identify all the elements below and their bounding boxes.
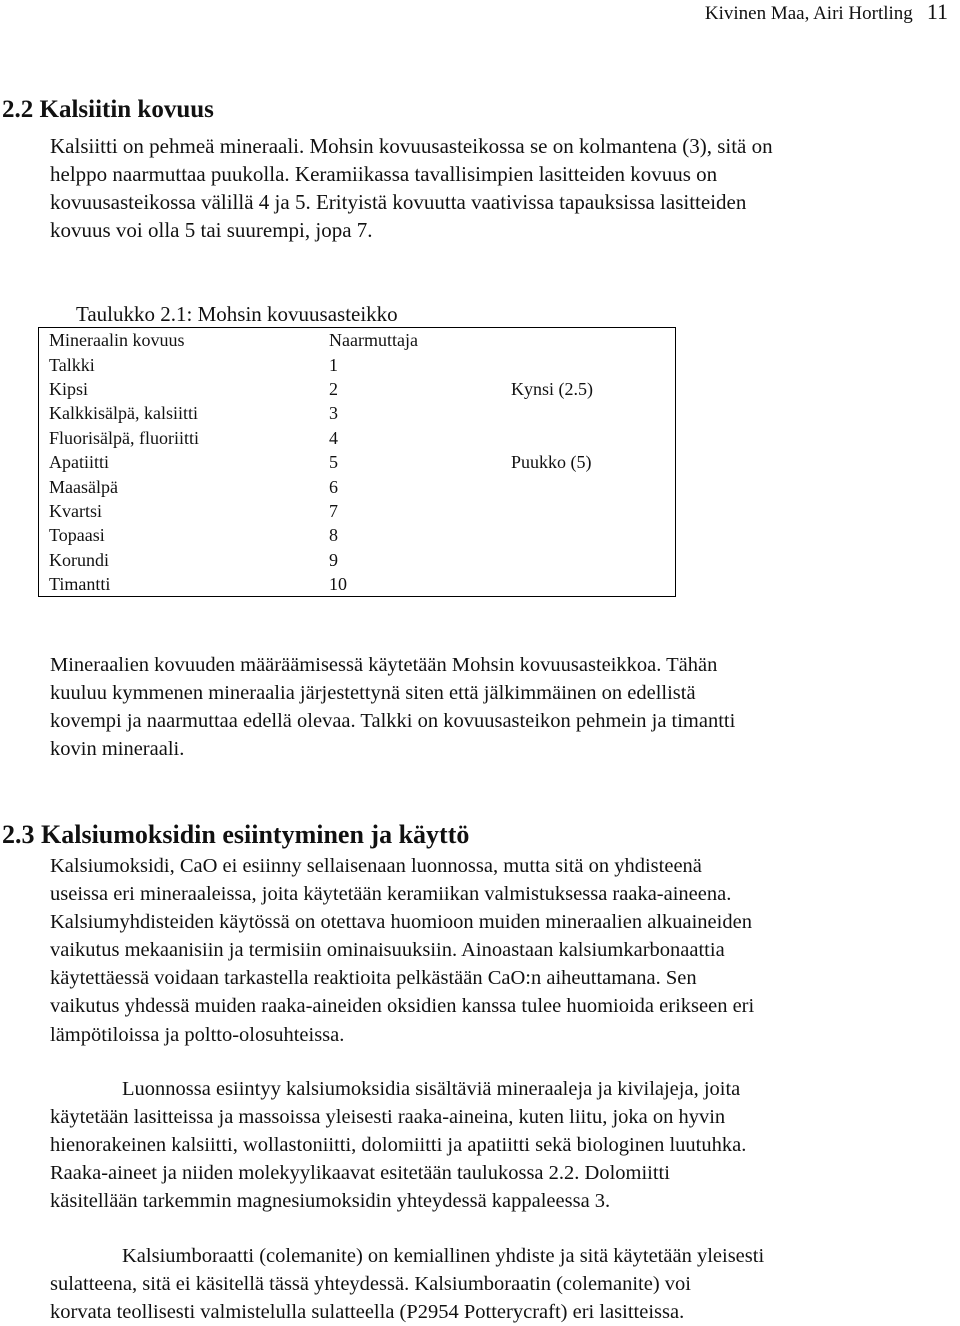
table-row bbox=[39, 450, 676, 474]
scratcher-cell bbox=[501, 401, 676, 425]
text-line: käsitellään tarkemmin magnesiumoksidin yhteydessä kappaleessa 3. bbox=[50, 1190, 611, 1212]
mineral-cell: Apatiitti bbox=[49, 452, 109, 473]
text-line: kovuus voi olla 5 tai suurempi, jopa 7. bbox=[50, 218, 373, 242]
header-cell: Mineraalin kovuus bbox=[49, 330, 185, 351]
scratcher-cell: Puukko (5) bbox=[511, 452, 592, 473]
mineral-cell: Maasälpä bbox=[49, 476, 118, 497]
mineral-cell: Fluorisälpä, fluoriitti bbox=[49, 427, 199, 448]
page-header bbox=[705, 0, 948, 24]
text-line: Mineraalien kovuuden määräämisessä käytetään Mohsin kovuusasteikkoa. Tähän bbox=[50, 654, 718, 676]
text-line: Kalsiumoksidi, CaO ei esiinny sellaisenaan luonnossa, mutta sitä on yhdisteenä bbox=[50, 855, 702, 877]
text-line: Kalsiumyhdisteiden käytössä on otettava huomioon muiden mineraalien alkuaineiden bbox=[50, 911, 752, 934]
table-row bbox=[39, 426, 676, 450]
hardness-cell: 3 bbox=[329, 403, 338, 424]
paragraph-kalsiitin-kovuus bbox=[50, 132, 910, 244]
table-row bbox=[39, 548, 676, 572]
text-line: kovempi ja naarmuttaa edellä olevaa. Talkki on kovuusasteikon pehmein ja timantti bbox=[50, 710, 736, 732]
hardness-cell: 1 bbox=[329, 354, 338, 375]
hardness-cell: 4 bbox=[329, 427, 338, 448]
text-line: helppo naarmuttaa puukolla. Keramiikassa tavallisimpien lasitteiden kovuus on bbox=[50, 162, 718, 186]
section-heading-2-2: 2.2 Kalsiitin kovuus bbox=[2, 96, 214, 123]
mineral-cell: Korundi bbox=[49, 549, 109, 570]
table-row bbox=[39, 499, 676, 523]
table-row bbox=[39, 572, 676, 597]
table-row bbox=[39, 377, 676, 401]
mineral-cell: Kalkkisälpä, kalsiitti bbox=[49, 403, 198, 424]
header-authors: Kivinen Maa, Airi Hortling bbox=[704, 3, 913, 24]
text-line: kovuusasteikossa välillä 4 ja 5. Erityistä kovuutta vaativissa tapauksissa lasitteiden bbox=[50, 190, 747, 214]
mineral-cell: Topaasi bbox=[49, 525, 105, 546]
paragraph-kalsiumoksidi bbox=[50, 852, 910, 1049]
paragraph-mohs-explanation bbox=[50, 651, 910, 763]
mineral-cell: Kipsi bbox=[49, 378, 89, 399]
table-header-row bbox=[39, 328, 676, 353]
text-line: hienorakeinen kalsiitti, wollastoniitti, dolomiitti ja apatiitti sekä biologinen luutuhka. bbox=[50, 1134, 747, 1156]
mineral-cell: Talkki bbox=[49, 354, 95, 375]
table-row bbox=[39, 474, 676, 498]
header-cell: Naarmuttaja bbox=[329, 330, 418, 351]
mineral-cell: Kvartsi bbox=[49, 500, 102, 521]
text-line: korvata teollisesti valmistelulla sulatteella (P2954 Potterycraft) eri lasitteissa. bbox=[50, 1301, 685, 1323]
text-line-content: Luonnossa esiintyy kalsiumoksidia sisältäviä mineraaleja ja kivilajeja, joita bbox=[122, 1078, 741, 1100]
scratcher-cell bbox=[501, 474, 676, 498]
text-line-content: Kalsiumboraatti (colemanite) on kemiallinen yhdiste ja sitä käytetään yleisesti bbox=[122, 1245, 765, 1267]
hardness-cell: 10 bbox=[329, 574, 347, 595]
text-line: Kalsiitti on pehmeä mineraali. Mohsin kovuusasteikossa se on kolmantena (3), sitä on bbox=[50, 134, 773, 158]
mohs-hardness-table bbox=[38, 327, 676, 597]
scratcher-cell bbox=[501, 523, 676, 547]
table-row bbox=[39, 352, 676, 376]
hardness-cell: 6 bbox=[329, 476, 338, 497]
mineral-cell: Timantti bbox=[49, 574, 111, 595]
text-line: käytettäessä voidaan tarkastella reaktioita pelkästään CaO:n aiheuttamana. Sen bbox=[50, 967, 697, 990]
text-line: käytetään lasitteissa ja massoissa yleisesti raaka-aineina, kuten liitu, joka on hyvin bbox=[50, 1106, 726, 1128]
section-heading-2-3: 2.3 Kalsiumoksidin esiintyminen ja käyttö bbox=[2, 820, 470, 849]
hardness-cell: 8 bbox=[329, 525, 338, 546]
hardness-cell: 5 bbox=[329, 452, 338, 473]
hardness-cell: 9 bbox=[329, 549, 338, 570]
scratcher-cell bbox=[501, 572, 676, 597]
paragraph-kalsiumboraatti bbox=[50, 1242, 910, 1326]
text-line: kuuluu kymmenen mineraalia järjestettynä siten että jälkimmäinen on edellistä bbox=[50, 682, 696, 704]
text-line: Raaka-aineet ja niiden molekyylikaavat esitetään taulukossa 2.2. Dolomiitti bbox=[50, 1162, 670, 1184]
hardness-cell: 7 bbox=[329, 500, 338, 521]
text-line bbox=[50, 1242, 910, 1270]
scratcher-cell bbox=[501, 548, 676, 572]
text-line bbox=[50, 1075, 910, 1103]
text-line: useissa eri mineraaleissa, joita käytetään keramiikan valmistuksessa raaka-aineena. bbox=[50, 883, 732, 906]
page-number: 11 bbox=[926, 0, 948, 24]
header-cell bbox=[501, 328, 676, 353]
text-line: vaikutus yhdessä muiden raaka-aineiden oksidien kanssa tulee huomioida erikseen eri bbox=[50, 995, 755, 1018]
text-line: sulatteena, sitä ei käsitellä tässä yhteydessä. Kalsiumboraatin (colemanite) voi bbox=[50, 1273, 691, 1295]
table-caption: Taulukko 2.1: Mohsin kovuusasteikko bbox=[76, 302, 398, 326]
text-line: kovin mineraali. bbox=[50, 738, 185, 760]
text-line: lämpötiloissa ja poltto-olosuhteissa. bbox=[50, 1023, 345, 1046]
scratcher-cell bbox=[501, 499, 676, 523]
table-row bbox=[39, 401, 676, 425]
paragraph-luonnossa bbox=[50, 1075, 910, 1215]
scratcher-cell bbox=[501, 352, 676, 376]
table-row bbox=[39, 523, 676, 547]
scratcher-cell bbox=[501, 426, 676, 450]
text-line: vaikutus mekaanisiin ja termisiin ominaisuuksiin. Ainoastaan kalsiumkarbonaattia bbox=[50, 939, 725, 962]
hardness-cell: 2 bbox=[329, 378, 338, 399]
scratcher-cell: Kynsi (2.5) bbox=[511, 378, 593, 399]
